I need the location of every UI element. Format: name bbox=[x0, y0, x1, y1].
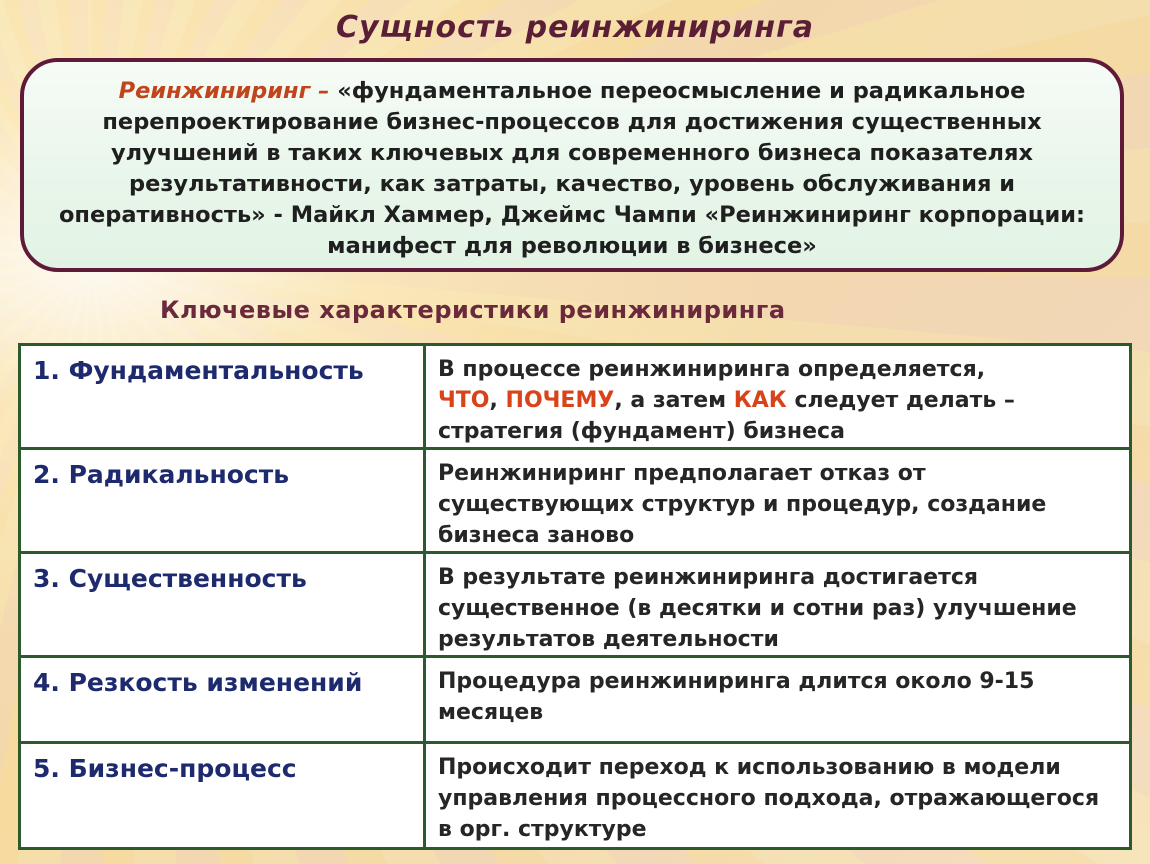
table-row bbox=[20, 553, 1131, 657]
slide-title: Сущность реинжиниринга bbox=[336, 10, 814, 45]
highlight-what: ЧТО bbox=[438, 388, 490, 413]
desc-text: В процессе реинжиниринга определяется, bbox=[438, 357, 986, 382]
row-name: 1. Фундаментальность bbox=[20, 345, 425, 449]
row-name: 5. Бизнес-процесс bbox=[20, 743, 425, 849]
row-description: Процедура реинжиниринга длится около 9-15 месяцев bbox=[425, 657, 1131, 743]
table-row bbox=[20, 449, 1131, 553]
highlight-how: КАК bbox=[733, 388, 787, 413]
row-name: 4. Резкость изменений bbox=[20, 657, 425, 743]
table-row bbox=[20, 345, 1131, 449]
characteristics-table bbox=[18, 343, 1132, 850]
definition-term: Реинжиниринг – bbox=[118, 78, 330, 104]
highlight-why: ПОЧЕМУ bbox=[505, 388, 615, 413]
row-name: 2. Радикальность bbox=[20, 449, 425, 553]
table-row bbox=[20, 743, 1131, 849]
desc-tail: следует делать – стратегия (фундамент) бизнеса bbox=[438, 388, 1015, 444]
row-description bbox=[425, 345, 1131, 449]
desc-mid: , а затем bbox=[614, 388, 734, 413]
definition-box bbox=[20, 58, 1124, 272]
section-subtitle: Ключевые характеристики реинжиниринга bbox=[160, 296, 786, 324]
row-name: 3. Существенность bbox=[20, 553, 425, 657]
row-description: Реинжиниринг предполагает отказ от существующих структур и процедур, создание бизнеса заново bbox=[425, 449, 1131, 553]
row-description: В результате реинжиниринга достигается существенное (в десятки и сотни раз) улучшение результатов деятельности bbox=[425, 553, 1131, 657]
desc-sep: , bbox=[489, 388, 506, 413]
table-row bbox=[20, 657, 1131, 743]
definition-text: «фундаментальное переосмысление и радикальное перепроектирование бизнес-процессов для достижения существенных улучшений в таких ключевых для современного бизнеса показателях результативности, как затраты, качество, уровень обслуживания и оперативность» - Майкл Хаммер, Джеймс Чампи «Реинжиниринг корпорации: манифест для революции в бизнесе» bbox=[58, 78, 1086, 259]
row-description: Происходит переход к использованию в модели управления процессного подхода, отражающегося в орг. структуре bbox=[425, 743, 1131, 849]
